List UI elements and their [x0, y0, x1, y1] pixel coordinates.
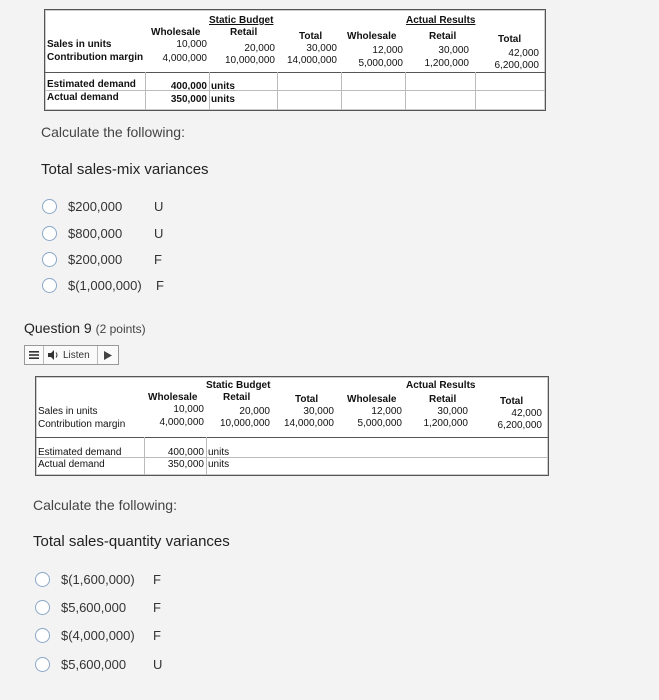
- budget-cm-retail: 10,000,000: [224, 55, 275, 66]
- q9-option-2[interactable]: [35, 597, 161, 617]
- col-retail-actual: Retail: [429, 31, 457, 42]
- budget-sales-total: 30,000: [306, 43, 337, 54]
- option-value: $200,000: [68, 251, 123, 267]
- radio-button[interactable]: [35, 657, 50, 672]
- speaker-icon: [48, 350, 60, 360]
- estimated-demand-units: units: [208, 447, 230, 458]
- actual-results-header: Actual Results: [406, 15, 476, 26]
- actual-demand-value: 350,000: [167, 459, 204, 470]
- listen-label: Listen: [63, 349, 90, 361]
- option-suffix: F: [153, 627, 161, 643]
- estimated-demand-units: units: [211, 81, 235, 92]
- option-suffix: F: [153, 571, 161, 587]
- option-value: $(4,000,000): [61, 627, 135, 643]
- actual-cm-retail: 1,200,000: [423, 418, 468, 429]
- option-value: $5,600,000: [61, 599, 127, 615]
- radio-button[interactable]: [35, 628, 50, 643]
- budget-sales-retail: 20,000: [244, 43, 275, 54]
- radio-button[interactable]: [42, 226, 57, 241]
- budget-sales-wholesale: 10,000: [173, 404, 204, 415]
- row-sales-units: Sales in units: [38, 406, 98, 417]
- option-suffix: F: [154, 251, 162, 267]
- actual-cm-wholesale: 5,000,000: [357, 418, 402, 429]
- col-total: Total: [299, 31, 323, 42]
- budget-cm-wholesale: 4,000,000: [159, 417, 204, 428]
- option-value: $(1,000,000): [68, 277, 142, 293]
- q8-option-1[interactable]: [42, 196, 163, 216]
- option-value: $5,600,000: [61, 656, 127, 672]
- actual-cm-retail: 1,200,000: [424, 58, 469, 69]
- budget-cm-total: 14,000,000: [286, 55, 337, 66]
- actual-cm-total: 6,200,000: [494, 60, 539, 71]
- option-suffix: F: [153, 599, 161, 615]
- question-number: Question 9: [24, 320, 92, 336]
- actual-sales-wholesale: 12,000: [372, 45, 403, 56]
- q8-option-2[interactable]: [42, 223, 163, 243]
- listen-button[interactable]: [44, 346, 98, 364]
- static-budget-header: Static Budget: [209, 15, 274, 26]
- actual-cm-wholesale: 5,000,000: [358, 58, 403, 69]
- col-wholesale: Wholesale: [148, 392, 198, 403]
- q8-option-4[interactable]: [42, 275, 164, 295]
- row-estimated-demand: Estimated demand: [38, 447, 122, 458]
- q9-title: Total sales-quantity variances: [33, 533, 230, 550]
- budget-table-q9: [35, 376, 549, 476]
- option-value: $800,000: [68, 225, 123, 241]
- budget-sales-retail: 20,000: [239, 406, 270, 417]
- radio-button[interactable]: [35, 600, 50, 615]
- option-suffix: U: [153, 656, 163, 672]
- radio-button[interactable]: [42, 199, 57, 214]
- budget-sales-total: 30,000: [303, 406, 334, 417]
- col-retail-actual: Retail: [429, 394, 457, 405]
- actual-sales-total: 42,000: [508, 48, 539, 59]
- option-suffix: F: [156, 277, 164, 293]
- row-actual-demand: Actual demand: [47, 92, 119, 103]
- q8-title: Total sales-mix variances: [41, 161, 209, 178]
- menu-icon[interactable]: [25, 346, 44, 364]
- col-wholesale: Wholesale: [151, 27, 201, 38]
- question-points: (2 points): [95, 322, 146, 336]
- col-total-actual: Total: [498, 34, 522, 45]
- q9-heading: [24, 320, 146, 336]
- col-retail: Retail: [223, 392, 251, 403]
- q9-option-1[interactable]: [35, 569, 161, 589]
- q9-option-3[interactable]: [35, 625, 161, 645]
- col-total: Total: [295, 394, 319, 405]
- listen-widget[interactable]: [24, 345, 119, 365]
- option-value: $(1,600,000): [61, 571, 135, 587]
- col-total-actual: Total: [500, 396, 524, 407]
- row-estimated-demand: Estimated demand: [47, 79, 136, 90]
- actual-cm-total: 6,200,000: [497, 420, 542, 431]
- budget-sales-wholesale: 10,000: [176, 39, 207, 50]
- row-sales-units: Sales in units: [47, 39, 112, 50]
- actual-results-header: Actual Results: [406, 380, 476, 391]
- option-suffix: U: [154, 225, 164, 241]
- row-contribution-margin: Contribution margin: [38, 419, 126, 430]
- q9-prompt: Calculate the following:: [33, 497, 177, 513]
- estimated-demand-value: 400,000: [170, 81, 207, 92]
- budget-cm-wholesale: 4,000,000: [162, 53, 207, 64]
- col-wholesale-actual: Wholesale: [347, 31, 397, 42]
- col-retail: Retail: [230, 27, 258, 38]
- radio-button[interactable]: [42, 278, 57, 293]
- col-wholesale-actual: Wholesale: [347, 394, 397, 405]
- actual-demand-value: 350,000: [170, 94, 207, 105]
- radio-button[interactable]: [42, 252, 57, 267]
- actual-sales-wholesale: 12,000: [371, 406, 402, 417]
- q8-prompt: Calculate the following:: [41, 124, 185, 140]
- row-actual-demand: Actual demand: [38, 459, 105, 470]
- actual-sales-retail: 30,000: [438, 45, 469, 56]
- play-icon[interactable]: [98, 346, 118, 364]
- budget-cm-retail: 10,000,000: [219, 418, 270, 429]
- option-value: $200,000: [68, 198, 123, 214]
- static-budget-header: Static Budget: [206, 380, 271, 391]
- budget-cm-total: 14,000,000: [283, 418, 334, 429]
- actual-sales-total: 42,000: [511, 408, 542, 419]
- actual-demand-units: units: [208, 459, 230, 470]
- q9-option-4[interactable]: [35, 654, 162, 674]
- option-suffix: U: [154, 198, 164, 214]
- actual-demand-units: units: [211, 94, 235, 105]
- actual-sales-retail: 30,000: [437, 406, 468, 417]
- budget-table-q8: [44, 9, 546, 111]
- estimated-demand-value: 400,000: [167, 447, 204, 458]
- row-contribution-margin: Contribution margin: [47, 52, 144, 63]
- q8-option-3[interactable]: [42, 249, 162, 269]
- radio-button[interactable]: [35, 572, 50, 587]
